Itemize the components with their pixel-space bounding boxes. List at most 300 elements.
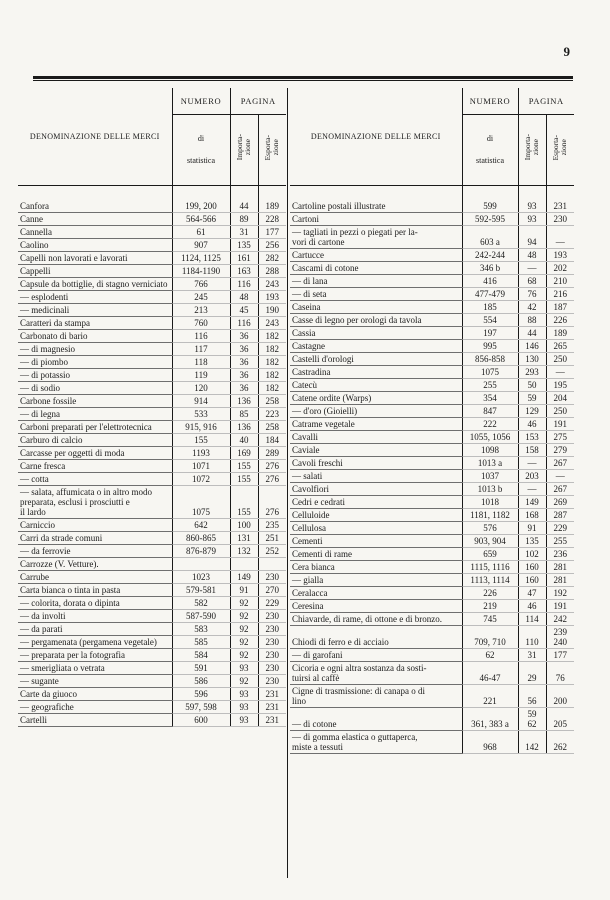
export-page: 202 [546, 262, 574, 275]
import-page: 85 [230, 408, 258, 421]
export-page: 250 [546, 405, 574, 418]
table-row [18, 226, 286, 239]
import-page: 59 62 [518, 708, 546, 731]
table-row [18, 623, 286, 636]
statistica-number: 1023 [172, 571, 230, 584]
import-page: 92 [230, 675, 258, 688]
statistica-number: 564-566 [172, 213, 230, 226]
statistica-number: 354 [462, 392, 518, 405]
statistica-number: 222 [462, 418, 518, 431]
merce-name: Cannella [18, 226, 172, 239]
table-row [290, 613, 574, 626]
merce-name: Cementi di rame [290, 548, 462, 561]
table-row [290, 548, 574, 561]
import-page: 149 [230, 571, 258, 584]
table-row [290, 301, 574, 314]
export-page: 231 [546, 200, 574, 213]
table-row [290, 200, 574, 213]
merce-name: — colorita, dorata o dipinta [18, 597, 172, 610]
table-row [18, 252, 286, 265]
merce-name: Castagne [290, 340, 462, 353]
import-page: 155 [230, 486, 258, 519]
table-row [18, 610, 286, 623]
table-row [290, 392, 574, 405]
merce-name: Catrame vegetale [290, 418, 462, 431]
left-importazione-label: Importa- zione [235, 134, 252, 161]
import-page: 42 [518, 301, 546, 314]
statistica-number: 915, 916 [172, 421, 230, 434]
left-name-header: DENOMINAZIONE DELLE MERCI [18, 88, 172, 186]
import-page: 136 [230, 395, 258, 408]
table-row [290, 470, 574, 483]
statistica-number: 46-47 [462, 662, 518, 685]
right-esportazione-label: Esporta- zione [551, 134, 569, 161]
import-page: 116 [230, 317, 258, 330]
table-row [290, 685, 574, 708]
export-page: 189 [258, 200, 286, 213]
table-row [290, 587, 574, 600]
merce-name: — pergamenata (pergamena vegetale) [18, 636, 172, 649]
table-row [290, 366, 574, 379]
export-page: 223 [258, 408, 286, 421]
import-page: 135 [518, 535, 546, 548]
export-page: 76 [546, 662, 574, 685]
import-page: 155 [230, 460, 258, 473]
import-page: — [518, 483, 546, 496]
export-page: 182 [258, 356, 286, 369]
table-row [290, 509, 574, 522]
export-page: 230 [258, 571, 286, 584]
merce-name: — di seta [290, 288, 462, 301]
merce-name: — salati [290, 470, 462, 483]
import-page: 93 [518, 213, 546, 226]
import-page: — [518, 262, 546, 275]
merce-name: Cigne di trasmissione: di canapa o di lino [290, 685, 462, 708]
statistica-number: 1018 [462, 496, 518, 509]
import-page: 136 [230, 421, 258, 434]
export-page: 226 [546, 314, 574, 327]
statistica-number: 847 [462, 405, 518, 418]
export-page: 229 [258, 597, 286, 610]
export-page: — [546, 366, 574, 379]
statistica-number: 533 [172, 408, 230, 421]
export-page: 230 [258, 675, 286, 688]
merce-name: Carri da strade comuni [18, 532, 172, 545]
statistica-number: 116 [172, 330, 230, 343]
header-gap [18, 186, 286, 201]
import-page: 94 [518, 226, 546, 249]
import-page: 169 [230, 447, 258, 460]
right-di-label: di [486, 134, 494, 143]
export-page: 191 [546, 600, 574, 613]
statistica-number: 856-858 [462, 353, 518, 366]
table-row [18, 545, 286, 558]
table-row [290, 213, 574, 226]
export-page: 205 [546, 708, 574, 731]
statistica-number: 596 [172, 688, 230, 701]
table-row [18, 343, 286, 356]
merce-name: — sugante [18, 675, 172, 688]
statistica-number: 583 [172, 623, 230, 636]
statistica-number: 584 [172, 649, 230, 662]
export-page: 258 [258, 421, 286, 434]
right-statistica-header [462, 115, 518, 186]
statistica-number: 255 [462, 379, 518, 392]
import-page: 68 [518, 275, 546, 288]
export-page: 276 [258, 486, 286, 519]
merce-name: Canne [18, 213, 172, 226]
export-page: 243 [258, 278, 286, 291]
statistica-number: 219 [462, 600, 518, 613]
left-statistica-label: statistica [187, 156, 215, 165]
left-importazione-header [230, 115, 258, 186]
table-row [18, 239, 286, 252]
merce-name: Carte da giuoco [18, 688, 172, 701]
import-page: 160 [518, 574, 546, 587]
header-gap [290, 186, 574, 201]
statistica-number: 968 [462, 731, 518, 754]
table-row [18, 356, 286, 369]
import-page: 161 [230, 252, 258, 265]
statistica-number: 1193 [172, 447, 230, 460]
statistica-number: 1072 [172, 473, 230, 486]
statistica-number: 585 [172, 636, 230, 649]
export-page: 230 [258, 636, 286, 649]
merce-name: Cascami di cotone [290, 262, 462, 275]
merce-name: Cartucce [290, 249, 462, 262]
export-page: 281 [546, 561, 574, 574]
statistica-number: 1181, 1182 [462, 509, 518, 522]
export-page: 235 [258, 519, 286, 532]
export-page: 265 [546, 340, 574, 353]
merce-name: Carrube [18, 571, 172, 584]
statistica-number: 554 [462, 314, 518, 327]
table-row [18, 278, 286, 291]
import-page: 91 [518, 522, 546, 535]
export-page: 204 [546, 392, 574, 405]
merce-name: Cassia [290, 327, 462, 340]
export-page: 193 [258, 291, 286, 304]
table-row [18, 434, 286, 447]
statistica-number: 591 [172, 662, 230, 675]
import-page: 146 [518, 340, 546, 353]
merce-name: Cartoline postali illustrate [290, 200, 462, 213]
import-page: 50 [518, 379, 546, 392]
merce-name: — di garofani [290, 649, 462, 662]
statistica-number: 346 b [462, 262, 518, 275]
import-page: 91 [230, 584, 258, 597]
merce-name: — da involti [18, 610, 172, 623]
merce-name: Cartelli [18, 714, 172, 727]
merce-name: Cavolfiori [290, 483, 462, 496]
table-row [290, 226, 574, 249]
export-page: 231 [258, 714, 286, 727]
import-page: 46 [518, 418, 546, 431]
export-page: 184 [258, 434, 286, 447]
merce-name: — di magnesio [18, 343, 172, 356]
table-row [290, 457, 574, 470]
statistica-number: 477-479 [462, 288, 518, 301]
top-rule [33, 76, 573, 79]
import-page: 92 [230, 636, 258, 649]
import-page: 153 [518, 431, 546, 444]
statistica-number: 1055, 1056 [462, 431, 518, 444]
table-row [18, 473, 286, 486]
table-row [18, 382, 286, 395]
import-page: 100 [230, 519, 258, 532]
export-page [258, 558, 286, 571]
merce-name: — di legna [18, 408, 172, 421]
statistica-number: 62 [462, 649, 518, 662]
table-row [18, 714, 286, 727]
statistica-number: 1124, 1125 [172, 252, 230, 265]
statistica-number: 642 [172, 519, 230, 532]
left-index-table [18, 88, 286, 727]
import-page: 31 [230, 226, 258, 239]
right-pagina-header: PAGINA [518, 88, 574, 115]
import-page: 44 [518, 327, 546, 340]
statistica-number: 245 [172, 291, 230, 304]
merce-name: Chiavarde, di rame, di ottone e di bronzo. [290, 613, 462, 626]
table-row [290, 662, 574, 685]
export-page: — [546, 470, 574, 483]
table-row [18, 213, 286, 226]
statistica-number: 213 [172, 304, 230, 317]
table-row [18, 200, 286, 213]
statistica-number: 603 a [462, 226, 518, 249]
export-page: 262 [546, 731, 574, 754]
merce-name: — gialla [290, 574, 462, 587]
merce-name: — da parati [18, 623, 172, 636]
merce-name: Carburo di calcio [18, 434, 172, 447]
statistica-number: 199, 200 [172, 200, 230, 213]
statistica-number: 1098 [462, 444, 518, 457]
export-page: 267 [546, 457, 574, 470]
table-row [18, 291, 286, 304]
right-importazione-label: Importa- zione [523, 134, 540, 161]
import-page: 110 [518, 626, 546, 649]
merce-name: Chiodi di ferro e di acciaio [290, 626, 462, 649]
statistica-number: 1013 a [462, 457, 518, 470]
import-page: 45 [230, 304, 258, 317]
left-statistica-header [172, 115, 230, 186]
export-page: 242 [546, 613, 574, 626]
export-page: 243 [258, 317, 286, 330]
table-row [18, 597, 286, 610]
import-page: 93 [518, 200, 546, 213]
export-page: 200 [546, 685, 574, 708]
right-index-table [290, 88, 574, 754]
import-page: 46 [518, 600, 546, 613]
merce-name: Carrozze (V. Vetture). [18, 558, 172, 571]
merce-name: Carta bianca o tinta in pasta [18, 584, 172, 597]
export-page: 182 [258, 369, 286, 382]
export-page: 258 [258, 395, 286, 408]
export-page: 269 [546, 496, 574, 509]
export-page: 228 [258, 213, 286, 226]
merce-name: Cappelli [18, 265, 172, 278]
table-row [290, 275, 574, 288]
statistica-number: 766 [172, 278, 230, 291]
table-row [290, 288, 574, 301]
merce-name: — di sodio [18, 382, 172, 395]
export-page: 182 [258, 382, 286, 395]
merce-name: — d'oro (Gioielli) [290, 405, 462, 418]
import-page: 36 [230, 330, 258, 343]
table-row [18, 265, 286, 278]
statistica-number: 1013 b [462, 483, 518, 496]
merce-name: — di lana [290, 275, 462, 288]
left-esportazione-label: Esporta- zione [263, 134, 281, 161]
merce-name: Capsule da bottiglie, di stagno verniciato [18, 278, 172, 291]
table-row [290, 314, 574, 327]
import-page: 92 [230, 610, 258, 623]
merce-name: Catene ordite (Warps) [290, 392, 462, 405]
import-page: 155 [230, 473, 258, 486]
table-row [18, 571, 286, 584]
right-column [290, 88, 574, 754]
table-row [290, 262, 574, 275]
import-page: 93 [230, 688, 258, 701]
import-page: 135 [230, 239, 258, 252]
merce-name: — smerigliata o vetrata [18, 662, 172, 675]
table-row [290, 431, 574, 444]
import-page: 132 [230, 545, 258, 558]
statistica-number: 582 [172, 597, 230, 610]
export-page: 250 [546, 353, 574, 366]
merce-name: Castelli d'orologi [290, 353, 462, 366]
import-page: 92 [230, 649, 258, 662]
merce-name: Caviale [290, 444, 462, 457]
merce-name: Carcasse per oggetti di moda [18, 447, 172, 460]
import-page: 47 [518, 587, 546, 600]
table-row [18, 649, 286, 662]
table-row [290, 535, 574, 548]
merce-name: — preparata per la fotografia [18, 649, 172, 662]
import-page: 158 [518, 444, 546, 457]
statistica-number: 117 [172, 343, 230, 356]
table-row [18, 584, 286, 597]
import-page: 93 [230, 701, 258, 714]
merce-name: — esplodenti [18, 291, 172, 304]
export-page: 251 [258, 532, 286, 545]
merce-name: Cedri e cedrati [290, 496, 462, 509]
merce-name: — di gomma elastica o guttaperca, miste a tessuti [290, 731, 462, 754]
right-name-header: DENOMINAZIONE DELLE MERCI [290, 88, 462, 186]
table-row [18, 330, 286, 343]
table-row [18, 675, 286, 688]
table-row [18, 395, 286, 408]
import-page: 36 [230, 382, 258, 395]
table-row [290, 353, 574, 366]
export-page: 252 [258, 545, 286, 558]
import-page: 293 [518, 366, 546, 379]
statistica-number: 579-581 [172, 584, 230, 597]
table-row [290, 574, 574, 587]
table-row [18, 558, 286, 571]
export-page: 230 [258, 623, 286, 636]
export-page: 236 [546, 548, 574, 561]
export-page: 187 [546, 301, 574, 314]
statistica-number: 185 [462, 301, 518, 314]
import-page: 36 [230, 356, 258, 369]
merce-name: Cartoni [290, 213, 462, 226]
export-page: 190 [258, 304, 286, 317]
table-row [18, 447, 286, 460]
export-page: 210 [546, 275, 574, 288]
export-page: 281 [546, 574, 574, 587]
merce-name: Celluloide [290, 509, 462, 522]
merce-name: — di piombo [18, 356, 172, 369]
statistica-number: 1184-1190 [172, 265, 230, 278]
import-page: 116 [230, 278, 258, 291]
table-row [290, 327, 574, 340]
statistica-number: 597, 598 [172, 701, 230, 714]
table-row [18, 317, 286, 330]
statistica-number: 197 [462, 327, 518, 340]
table-row [290, 522, 574, 535]
table-row [18, 662, 286, 675]
merce-name: Cera bianca [290, 561, 462, 574]
merce-name: Carniccio [18, 519, 172, 532]
statistica-number: 120 [172, 382, 230, 395]
merce-name: Caolino [18, 239, 172, 252]
statistica-number: 416 [462, 275, 518, 288]
merce-name: — da ferrovie [18, 545, 172, 558]
merce-name: Carbonato di bario [18, 330, 172, 343]
table-row [18, 460, 286, 473]
table-row [18, 421, 286, 434]
statistica-number: 709, 710 [462, 626, 518, 649]
merce-name: Casse di legno per orologi da tavola [290, 314, 462, 327]
export-page: 189 [546, 327, 574, 340]
table-row [290, 649, 574, 662]
statistica-number: 860-865 [172, 532, 230, 545]
import-page: 149 [518, 496, 546, 509]
export-page: 195 [546, 379, 574, 392]
statistica-number: 221 [462, 685, 518, 708]
statistica-number: 361, 383 a [462, 708, 518, 731]
statistica-number: 1113, 1114 [462, 574, 518, 587]
merce-name: Catecù [290, 379, 462, 392]
statistica-number: 599 [462, 200, 518, 213]
export-page: 192 [546, 587, 574, 600]
export-page: 216 [546, 288, 574, 301]
right-statistica-label: statistica [476, 156, 504, 165]
left-di-label: di [197, 134, 205, 143]
left-pagina-header: PAGINA [230, 88, 286, 115]
merce-name: Capelli non lavorati e lavorati [18, 252, 172, 265]
statistica-number: 592-595 [462, 213, 518, 226]
right-importazione-header [518, 115, 546, 186]
export-page: 276 [258, 473, 286, 486]
table-row [18, 519, 286, 532]
statistica-number: 1037 [462, 470, 518, 483]
export-page: 289 [258, 447, 286, 460]
statistica-number: 914 [172, 395, 230, 408]
import-page: 88 [518, 314, 546, 327]
export-page: 287 [546, 509, 574, 522]
import-page: 142 [518, 731, 546, 754]
export-page: 270 [258, 584, 286, 597]
import-page: 163 [230, 265, 258, 278]
table-row [290, 340, 574, 353]
merce-name: Ceresina [290, 600, 462, 613]
merce-name: Canfora [18, 200, 172, 213]
statistica-number: 1115, 1116 [462, 561, 518, 574]
statistica-number: 576 [462, 522, 518, 535]
merce-name: Castradina [290, 366, 462, 379]
